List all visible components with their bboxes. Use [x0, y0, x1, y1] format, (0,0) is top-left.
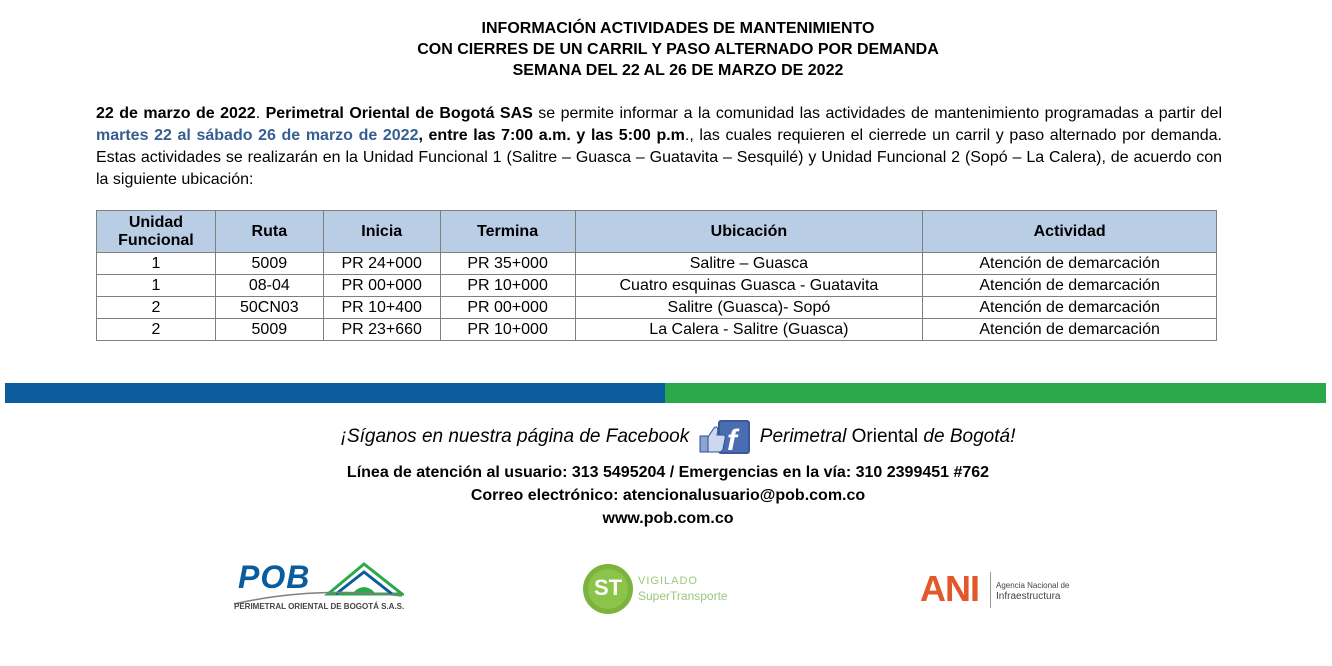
intro-text-3: , entre las 7:00 a.m. y las 5:00 p.m — [418, 127, 685, 144]
title-line-2: CON CIERRES DE UN CARRIL Y PASO ALTERNADO POR DEMANDA — [417, 41, 939, 58]
ani-divider — [990, 572, 991, 608]
cell-actividad: Atención de demarcación — [923, 297, 1217, 319]
supertransporte-logo — [582, 563, 750, 615]
cell-actividad: Atención de demarcación — [923, 253, 1217, 275]
email-line[interactable]: Correo electrónico: atencionalusuario@pob.com.co — [470, 487, 866, 504]
cell-ubicacion: La Calera - Salitre (Guasca) — [575, 319, 923, 341]
contact-block — [0, 461, 1332, 530]
divider-bar-blue — [5, 383, 665, 403]
intro-text-5: las cuales requieren el cierrede un carril y paso alternado por demanda. Estas actividades se realizarán en la Unidad Funcional 1 (Salitre – Guasca – Guatavita – Sesquilé) y Unidad Funcional 2 (Sopó – La Calera), de acuerdo con la siguiente ubicación: — [96, 127, 1222, 188]
cell-inicia: PR 23+660 — [323, 319, 440, 341]
facebook-page-name-normal: Oriental — [846, 426, 919, 448]
st-vigilado: VIGILADO — [638, 575, 698, 587]
ani-logo — [920, 568, 1090, 612]
table-row — [97, 319, 1217, 341]
cell-ruta: 08-04 — [215, 275, 323, 297]
document-title — [0, 18, 1332, 81]
header-ruta: Ruta — [215, 211, 323, 253]
intro-paragraph — [96, 103, 1222, 191]
table-row — [97, 297, 1217, 319]
cell-termina: PR 35+000 — [440, 253, 575, 275]
facebook-page-name-italic: Perimetral — [759, 426, 847, 448]
cell-actividad: Atención de demarcación — [923, 275, 1217, 297]
ani-agency: Agencia Nacional de — [996, 581, 1070, 590]
cell-unidad: 2 — [97, 297, 216, 319]
cell-ruta: 5009 — [215, 253, 323, 275]
phone-line: Línea de atención al usuario: 313 5495204 / Emergencias en la vía: 310 2399451 #762 — [346, 464, 990, 481]
cell-inicia: PR 00+000 — [323, 275, 440, 297]
st-mark: ST — [593, 575, 623, 600]
facebook-line — [0, 420, 1332, 454]
cell-actividad: Atención de demarcación — [923, 319, 1217, 341]
cell-ubicacion: Salitre (Guasca)- Sopó — [575, 297, 923, 319]
facebook-icon[interactable] — [698, 420, 750, 454]
header-termina: Termina — [440, 211, 575, 253]
cell-ruta: 5009 — [215, 319, 323, 341]
intro-company: Perimetral Oriental de Bogotá SAS — [265, 105, 533, 122]
facebook-text: ¡Síganos en nuestra página de Facebook — [340, 426, 690, 448]
pob-logo — [232, 560, 404, 616]
cell-ruta: 50CN03 — [215, 297, 323, 319]
cell-unidad: 1 — [97, 253, 216, 275]
cell-inicia: PR 24+000 — [323, 253, 440, 275]
cell-ubicacion: Salitre – Guasca — [575, 253, 923, 275]
table-row — [97, 275, 1217, 297]
title-line-3: SEMANA DEL 22 AL 26 DE MARZO DE 2022 — [512, 62, 844, 79]
ani-infra: Infraestructura — [996, 591, 1061, 602]
header-inicia: Inicia — [323, 211, 440, 253]
divider-bar-green — [665, 383, 1326, 403]
pob-logo-subtitle: PERIMETRAL ORIENTAL DE BOGOTÁ S.A.S. — [234, 602, 405, 611]
st-name: SuperTransporte — [638, 589, 728, 603]
cell-termina: PR 10+000 — [440, 275, 575, 297]
website-line[interactable]: www.pob.com.co — [602, 510, 734, 527]
svg-text:f: f — [727, 424, 738, 454]
cell-ubicacion: Cuatro esquinas Guasca - Guatavita — [575, 275, 923, 297]
pob-logo-text: POB — [238, 559, 311, 595]
facebook-page-name-end: de Bogotá! — [918, 426, 1016, 448]
activities-table — [96, 210, 1217, 341]
header-ubicacion: Ubicación — [575, 211, 923, 253]
intro-date-range: martes 22 al sábado 26 de marzo de 2022 — [96, 127, 419, 144]
header-unidad-funcional: Unidad Funcional — [97, 211, 216, 253]
table-header-row — [97, 211, 1217, 253]
intro-text-2: se permite informar a la comunidad las actividades de mantenimiento programadas a partir del — [532, 105, 1222, 122]
title-line-1: INFORMACIÓN ACTIVIDADES DE MANTENIMIENTO — [481, 20, 875, 37]
intro-text-1: . — [255, 105, 266, 122]
header-actividad: Actividad — [923, 211, 1217, 253]
table-row — [97, 253, 1217, 275]
cell-termina: PR 10+000 — [440, 319, 575, 341]
ani-mark: ANI — [920, 568, 979, 609]
cell-unidad: 1 — [97, 275, 216, 297]
cell-inicia: PR 10+400 — [323, 297, 440, 319]
cell-termina: PR 00+000 — [440, 297, 575, 319]
cell-unidad: 2 — [97, 319, 216, 341]
intro-text-4: ., — [684, 127, 694, 144]
intro-date: 22 de marzo de 2022 — [96, 105, 256, 122]
